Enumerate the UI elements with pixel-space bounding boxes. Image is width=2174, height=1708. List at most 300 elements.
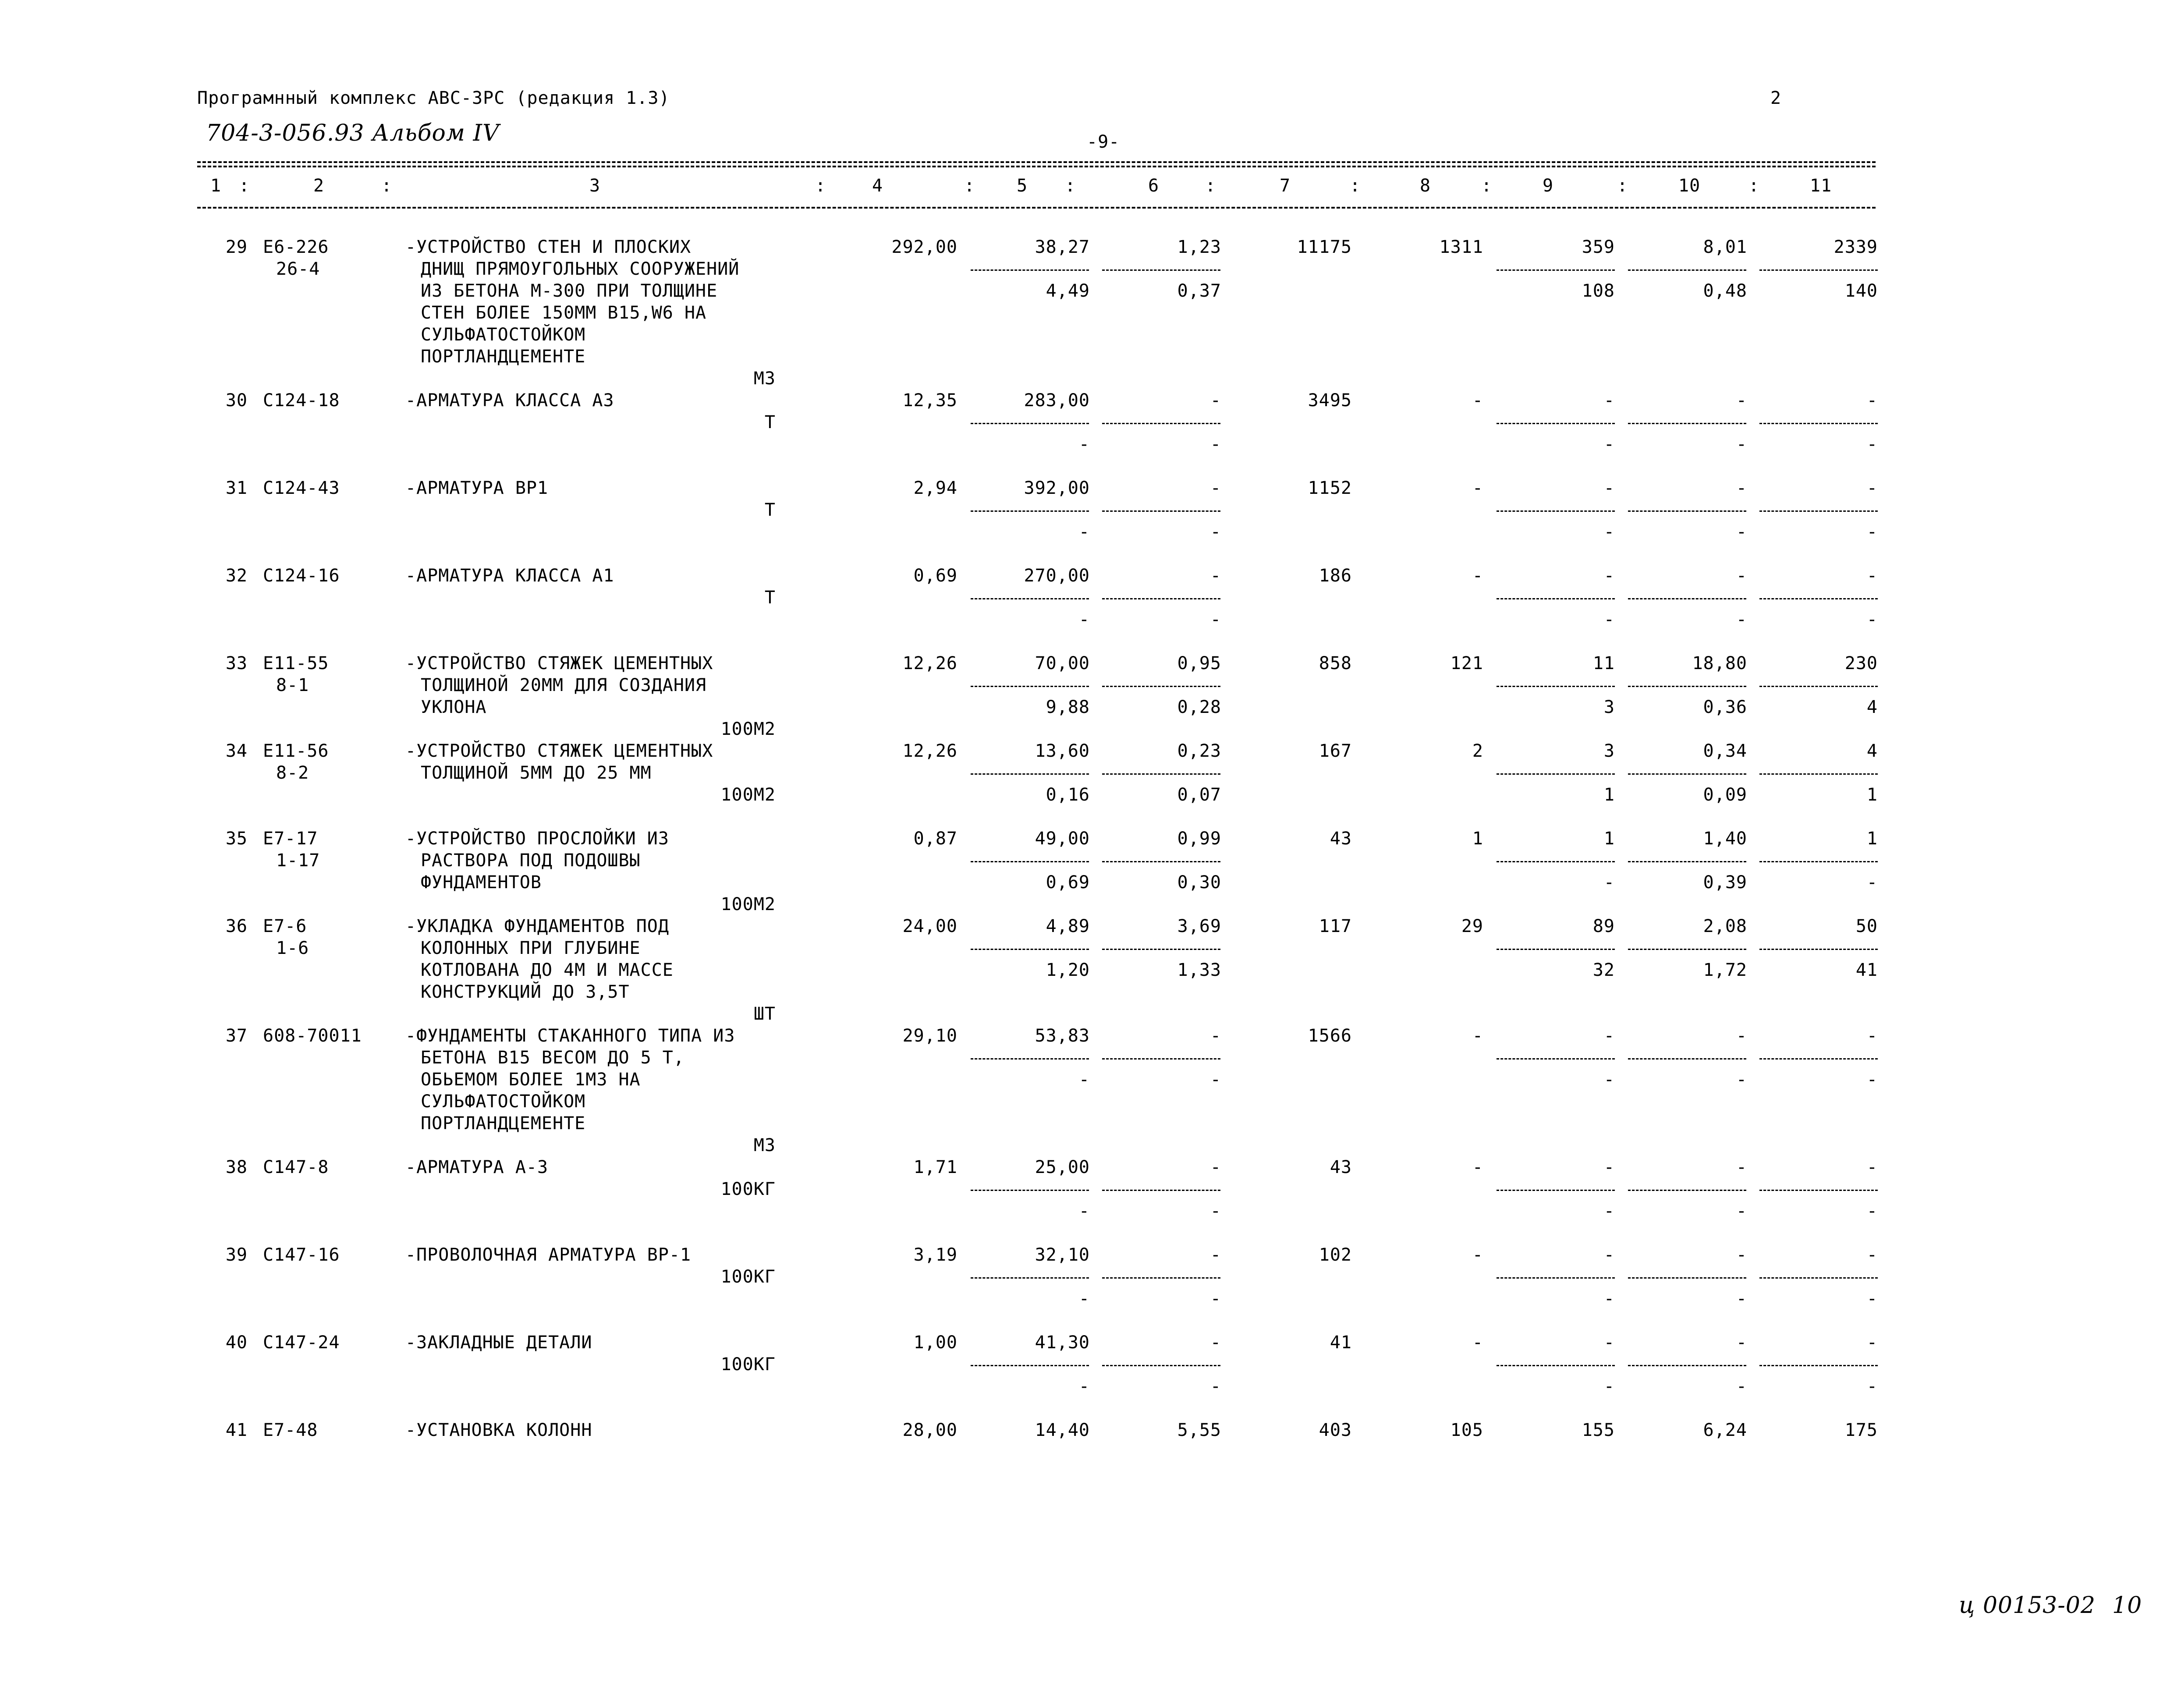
cell-c5b: - bbox=[1078, 434, 1090, 454]
row-description: -УСТРОЙСТВО СТЯЖЕК ЦЕМЕНТНЫХ bbox=[405, 741, 713, 761]
fraction-line bbox=[1497, 1365, 1615, 1366]
row-code: С147-24 bbox=[263, 1332, 340, 1353]
row-number: 31 bbox=[225, 478, 248, 498]
row-number: 34 bbox=[225, 741, 248, 761]
cell-c4: 29,10 bbox=[902, 1026, 958, 1046]
row-unit: М3 bbox=[753, 1135, 776, 1155]
cell-c4: 24,00 bbox=[902, 916, 958, 936]
cell-c11: 4 bbox=[1866, 741, 1878, 761]
row-number: 39 bbox=[225, 1245, 248, 1265]
row-code: 8-1 bbox=[276, 675, 309, 695]
page-marker: 2 bbox=[1770, 88, 1782, 108]
row-description: СТЕН БОЛЕЕ 150ММ В15,W6 НА bbox=[421, 303, 707, 323]
row-code: 1-17 bbox=[276, 850, 320, 871]
fraction-line bbox=[1628, 1277, 1746, 1279]
cell-c11b: - bbox=[1866, 1201, 1878, 1221]
cell-c9: - bbox=[1603, 478, 1615, 498]
cell-c10: - bbox=[1736, 478, 1747, 498]
fraction-line bbox=[1759, 1365, 1878, 1366]
cell-c7: 3495 bbox=[1308, 390, 1352, 411]
column-separator: : bbox=[1617, 176, 1628, 196]
row-unit: М3 bbox=[753, 369, 776, 389]
row-unit: 100КГ bbox=[720, 1267, 776, 1287]
cell-c7: 41 bbox=[1330, 1332, 1352, 1353]
cell-c11b: 4 bbox=[1866, 697, 1878, 717]
cell-c9: - bbox=[1603, 1245, 1615, 1265]
cell-c5: 70,00 bbox=[1035, 653, 1090, 673]
column-header-3: 3 bbox=[589, 176, 601, 196]
fraction-line bbox=[1759, 598, 1878, 599]
cell-c5b: 0,69 bbox=[1046, 872, 1090, 893]
cell-c6: 3,69 bbox=[1177, 916, 1221, 936]
cell-c4: 292,00 bbox=[891, 237, 958, 257]
cell-c10: - bbox=[1736, 1157, 1747, 1177]
row-code: 1-6 bbox=[276, 938, 309, 958]
row-description: -УСТРОЙСТВО ПРОСЛОЙКИ ИЗ bbox=[405, 829, 669, 849]
fraction-line bbox=[1102, 773, 1220, 775]
cell-c8: - bbox=[1472, 1026, 1483, 1046]
cell-c5b: - bbox=[1078, 609, 1090, 630]
cell-c10b: - bbox=[1736, 522, 1747, 542]
row-number: 38 bbox=[225, 1157, 248, 1177]
column-header-7: 7 bbox=[1280, 176, 1291, 196]
cell-c9b: - bbox=[1603, 522, 1615, 542]
cell-c5b: - bbox=[1078, 522, 1090, 542]
cell-c11b: - bbox=[1866, 1070, 1878, 1090]
column-header-10: 10 bbox=[1678, 176, 1701, 196]
cell-c10: 8,01 bbox=[1703, 237, 1747, 257]
row-description: ПОРТЛАНДЦЕМЕНТЕ bbox=[421, 1113, 586, 1134]
fraction-line bbox=[971, 1058, 1089, 1060]
cell-c4: 12,26 bbox=[902, 653, 958, 673]
cell-c6b: 0,07 bbox=[1177, 785, 1221, 805]
cell-c10: - bbox=[1736, 1026, 1747, 1046]
row-number: 36 bbox=[225, 916, 248, 936]
row-description: РАСТВОРА ПОД ПОДОШВЫ bbox=[421, 850, 641, 871]
cell-c10b: 0,39 bbox=[1703, 872, 1747, 893]
fraction-line bbox=[971, 510, 1089, 512]
cell-c8: - bbox=[1472, 478, 1483, 498]
fraction-line bbox=[1497, 598, 1615, 599]
cell-c5b: - bbox=[1078, 1070, 1090, 1090]
cell-c10b: 0,48 bbox=[1703, 281, 1747, 301]
cell-c5b: - bbox=[1078, 1289, 1090, 1309]
row-code: Е7-6 bbox=[263, 916, 307, 936]
cell-c5: 283,00 bbox=[1024, 390, 1090, 411]
cell-c9b: 108 bbox=[1582, 281, 1615, 301]
cell-c11b: 140 bbox=[1844, 281, 1878, 301]
cell-c4: 28,00 bbox=[902, 1420, 958, 1440]
program-title: Програмнный комплекс АВС-ЗРС (редакция 1.3) bbox=[197, 88, 670, 108]
fraction-line bbox=[971, 598, 1089, 599]
column-header-9: 9 bbox=[1543, 176, 1554, 196]
cell-c8: 121 bbox=[1450, 653, 1483, 673]
row-description: -АРМАТУРА А-3 bbox=[405, 1157, 549, 1177]
cell-c11: - bbox=[1866, 390, 1878, 411]
cell-c5b: 1,20 bbox=[1046, 960, 1090, 980]
cell-c6b: 0,37 bbox=[1177, 281, 1221, 301]
cell-c6b: - bbox=[1210, 434, 1221, 454]
column-separator: : bbox=[381, 176, 393, 196]
cell-c10: - bbox=[1736, 1332, 1747, 1353]
cell-c10b: - bbox=[1736, 1201, 1747, 1221]
cell-c6: - bbox=[1210, 390, 1221, 411]
cell-c11: 2339 bbox=[1834, 237, 1878, 257]
row-description: -УСТРОЙСТВО СТЯЖЕК ЦЕМЕНТНЫХ bbox=[405, 653, 713, 673]
cell-c8: - bbox=[1472, 566, 1483, 586]
cell-c6: 0,23 bbox=[1177, 741, 1221, 761]
cell-c4: 3,19 bbox=[913, 1245, 958, 1265]
row-description: ИЗ БЕТОНА М-300 ПРИ ТОЛЩИНЕ bbox=[421, 281, 718, 301]
cell-c10b: - bbox=[1736, 609, 1747, 630]
cell-c7: 43 bbox=[1330, 1157, 1352, 1177]
row-unit: Т bbox=[764, 500, 776, 520]
row-description: ТОЛЩИНОЙ 20ММ ДЛЯ СОЗДАНИЯ bbox=[421, 675, 707, 695]
fraction-line bbox=[1628, 598, 1746, 599]
fraction-line bbox=[1102, 1190, 1220, 1191]
row-unit: ШТ bbox=[753, 1004, 776, 1024]
fraction-line bbox=[1497, 949, 1615, 950]
row-description: ТОЛЩИНОЙ 5ММ ДО 25 ММ bbox=[421, 763, 652, 783]
fraction-line bbox=[1628, 510, 1746, 512]
cell-c9: 359 bbox=[1582, 237, 1615, 257]
cell-c6: - bbox=[1210, 1157, 1221, 1177]
fraction-line bbox=[971, 1365, 1089, 1366]
cell-c5: 49,00 bbox=[1035, 829, 1090, 849]
cell-c11b: - bbox=[1866, 1376, 1878, 1396]
column-separator: : bbox=[815, 176, 826, 196]
cell-c10: 18,80 bbox=[1692, 653, 1747, 673]
cell-c4: 0,69 bbox=[913, 566, 958, 586]
fraction-line bbox=[1102, 686, 1220, 687]
cell-c5b: 4,49 bbox=[1046, 281, 1090, 301]
row-description: -ПРОВОЛОЧНАЯ АРМАТУРА ВР-1 bbox=[405, 1245, 692, 1265]
cell-c7: 102 bbox=[1319, 1245, 1352, 1265]
fraction-line bbox=[1102, 598, 1220, 599]
column-header-8: 8 bbox=[1420, 176, 1431, 196]
fraction-line bbox=[971, 1277, 1089, 1279]
row-number: 37 bbox=[225, 1026, 248, 1046]
cell-c11: 50 bbox=[1855, 916, 1878, 936]
row-unit: 100КГ bbox=[720, 1179, 776, 1199]
row-code: 26-4 bbox=[276, 259, 320, 279]
fraction-line bbox=[1497, 861, 1615, 862]
row-description: ПОРТЛАНДЦЕМЕНТЕ bbox=[421, 347, 586, 367]
cell-c6b: 0,28 bbox=[1177, 697, 1221, 717]
cell-c5: 392,00 bbox=[1024, 478, 1090, 498]
row-code: 8-2 bbox=[276, 763, 309, 783]
cell-c7: 403 bbox=[1319, 1420, 1352, 1440]
cell-c8: - bbox=[1472, 1157, 1483, 1177]
row-number: 40 bbox=[225, 1332, 248, 1353]
cell-c10: - bbox=[1736, 390, 1747, 411]
fraction-line bbox=[1628, 1365, 1746, 1366]
row-unit: 100М2 bbox=[720, 719, 776, 739]
column-separator: : bbox=[239, 176, 250, 196]
row-description: СУЛЬФАТОСТОЙКОМ bbox=[421, 1091, 586, 1112]
header-top-rule-2 bbox=[197, 166, 1876, 167]
cell-c9b: - bbox=[1603, 1376, 1615, 1396]
fraction-line bbox=[1759, 510, 1878, 512]
fraction-line bbox=[1759, 1277, 1878, 1279]
fraction-line bbox=[1497, 423, 1615, 424]
cell-c10: - bbox=[1736, 566, 1747, 586]
fraction-line bbox=[1497, 1058, 1615, 1060]
row-description: УКЛОНА bbox=[421, 697, 487, 717]
column-header-5: 5 bbox=[1017, 176, 1028, 196]
cell-c6b: - bbox=[1210, 1376, 1221, 1396]
fraction-line bbox=[1497, 1190, 1615, 1191]
cell-c10: 6,24 bbox=[1703, 1420, 1747, 1440]
cell-c8: 1311 bbox=[1439, 237, 1483, 257]
fraction-line bbox=[971, 423, 1089, 424]
cell-c5: 270,00 bbox=[1024, 566, 1090, 586]
cell-c9: - bbox=[1603, 1026, 1615, 1046]
cell-c9: - bbox=[1603, 1157, 1615, 1177]
fraction-line bbox=[1497, 510, 1615, 512]
cell-c6: - bbox=[1210, 1026, 1221, 1046]
row-code: Е7-17 bbox=[263, 829, 318, 849]
cell-c8: 29 bbox=[1461, 916, 1483, 936]
cell-c6: - bbox=[1210, 1332, 1221, 1353]
cell-c10b: 0,09 bbox=[1703, 785, 1747, 805]
cell-c7: 117 bbox=[1319, 916, 1352, 936]
cell-c10: 1,40 bbox=[1703, 829, 1747, 849]
cell-c9: 89 bbox=[1592, 916, 1615, 936]
cell-c11: - bbox=[1866, 478, 1878, 498]
row-description: -АРМАТУРА ВР1 bbox=[405, 478, 549, 498]
cell-c11: - bbox=[1866, 1026, 1878, 1046]
row-description: -ФУНДАМЕНТЫ СТАКАННОГО ТИПА ИЗ bbox=[405, 1026, 735, 1046]
row-code: Е11-55 bbox=[263, 653, 329, 673]
cell-c4: 0,87 bbox=[913, 829, 958, 849]
row-number: 41 bbox=[225, 1420, 248, 1440]
cell-c6: 0,99 bbox=[1177, 829, 1221, 849]
cell-c9: 155 bbox=[1582, 1420, 1615, 1440]
fraction-line bbox=[1102, 423, 1220, 424]
cell-c11: - bbox=[1866, 1157, 1878, 1177]
cell-c9b: - bbox=[1603, 1289, 1615, 1309]
cell-c8: - bbox=[1472, 1245, 1483, 1265]
fraction-line bbox=[1628, 861, 1746, 862]
cell-c6: 0,95 bbox=[1177, 653, 1221, 673]
fraction-line bbox=[1102, 1277, 1220, 1279]
column-header-1: 1 bbox=[210, 176, 222, 196]
cell-c11b: - bbox=[1866, 609, 1878, 630]
fraction-line bbox=[1497, 1277, 1615, 1279]
cell-c9b: - bbox=[1603, 1201, 1615, 1221]
cell-c6b: 0,30 bbox=[1177, 872, 1221, 893]
cell-c7: 43 bbox=[1330, 829, 1352, 849]
cell-c7: 858 bbox=[1319, 653, 1352, 673]
cell-c9b: - bbox=[1603, 872, 1615, 893]
column-separator: : bbox=[1065, 176, 1076, 196]
cell-c11: - bbox=[1866, 1332, 1878, 1353]
cell-c10: 0,34 bbox=[1703, 741, 1747, 761]
fraction-line bbox=[971, 686, 1089, 687]
cell-c11: - bbox=[1866, 1245, 1878, 1265]
fraction-line bbox=[1628, 423, 1746, 424]
fraction-line bbox=[1759, 269, 1878, 271]
cell-c7: 167 bbox=[1319, 741, 1352, 761]
column-separator: : bbox=[964, 176, 975, 196]
cell-c4: 1,00 bbox=[913, 1332, 958, 1353]
row-unit: Т bbox=[764, 412, 776, 432]
fraction-line bbox=[1628, 269, 1746, 271]
cell-c11b: - bbox=[1866, 1289, 1878, 1309]
fraction-line bbox=[1628, 949, 1746, 950]
cell-c9: 11 bbox=[1592, 653, 1615, 673]
cell-c10b: 0,36 bbox=[1703, 697, 1747, 717]
row-unit: 100КГ bbox=[720, 1354, 776, 1375]
cell-c6b: - bbox=[1210, 522, 1221, 542]
cell-c6: 5,55 bbox=[1177, 1420, 1221, 1440]
cell-c10b: - bbox=[1736, 1070, 1747, 1090]
row-unit: Т bbox=[764, 588, 776, 608]
cell-c8: 1 bbox=[1472, 829, 1483, 849]
fraction-line bbox=[1497, 269, 1615, 271]
column-separator: : bbox=[1350, 176, 1361, 196]
row-code: Е6-226 bbox=[263, 237, 329, 257]
cell-c11b: 1 bbox=[1866, 785, 1878, 805]
fraction-line bbox=[1628, 1190, 1746, 1191]
cell-c4: 2,94 bbox=[913, 478, 958, 498]
cell-c8: - bbox=[1472, 390, 1483, 411]
fraction-line bbox=[1759, 773, 1878, 775]
row-description: -УСТРОЙСТВО СТЕН И ПЛОСКИХ bbox=[405, 237, 692, 257]
row-code: Е11-56 bbox=[263, 741, 329, 761]
row-code: Е7-48 bbox=[263, 1420, 318, 1440]
fraction-line bbox=[1102, 1058, 1220, 1060]
column-separator: : bbox=[1748, 176, 1760, 196]
cell-c11: 175 bbox=[1844, 1420, 1878, 1440]
cell-c8: - bbox=[1472, 1332, 1483, 1353]
row-number: 35 bbox=[225, 829, 248, 849]
cell-c4: 12,35 bbox=[902, 390, 958, 411]
cell-c5: 38,27 bbox=[1035, 237, 1090, 257]
cell-c10: 2,08 bbox=[1703, 916, 1747, 936]
header-bottom-rule bbox=[197, 207, 1876, 209]
fraction-line bbox=[1102, 1365, 1220, 1366]
cell-c9: - bbox=[1603, 566, 1615, 586]
cell-c7: 11175 bbox=[1297, 237, 1352, 257]
cell-c7: 186 bbox=[1319, 566, 1352, 586]
row-description: -ЗАКЛАДНЫЕ ДЕТАЛИ bbox=[405, 1332, 592, 1353]
cell-c9b: 1 bbox=[1603, 785, 1615, 805]
cell-c9b: 3 bbox=[1603, 697, 1615, 717]
fraction-line bbox=[971, 861, 1089, 862]
fraction-line bbox=[1628, 1058, 1746, 1060]
row-code: С124-18 bbox=[263, 390, 340, 411]
cell-c6: - bbox=[1210, 478, 1221, 498]
row-code: 608-70011 bbox=[263, 1026, 362, 1046]
row-description: КОТЛОВАНА ДО 4М И МАССЕ bbox=[421, 960, 674, 980]
fraction-line bbox=[1102, 510, 1220, 512]
header-top-rule bbox=[197, 161, 1876, 163]
cell-c6b: - bbox=[1210, 1289, 1221, 1309]
cell-c6: 1,23 bbox=[1177, 237, 1221, 257]
column-separator: : bbox=[1205, 176, 1216, 196]
cell-c11: 230 bbox=[1844, 653, 1878, 673]
cell-c5: 14,40 bbox=[1035, 1420, 1090, 1440]
cell-c9: - bbox=[1603, 390, 1615, 411]
page-number: -9- bbox=[1087, 132, 1120, 152]
fraction-line bbox=[1759, 861, 1878, 862]
row-unit: 100М2 bbox=[720, 894, 776, 914]
row-description: ФУНДАМЕНТОВ bbox=[421, 872, 542, 893]
cell-c4: 1,71 bbox=[913, 1157, 958, 1177]
column-header-11: 11 bbox=[1810, 176, 1832, 196]
row-code: С147-8 bbox=[263, 1157, 329, 1177]
fraction-line bbox=[971, 773, 1089, 775]
row-description: -УСТАНОВКА КОЛОНН bbox=[405, 1420, 592, 1440]
cell-c9: 1 bbox=[1603, 829, 1615, 849]
fraction-line bbox=[971, 1190, 1089, 1191]
cell-c11b: - bbox=[1866, 522, 1878, 542]
row-description: БЕТОНА В15 ВЕСОМ ДО 5 Т, bbox=[421, 1048, 684, 1068]
cell-c9b: - bbox=[1603, 609, 1615, 630]
cell-c6b: - bbox=[1210, 609, 1221, 630]
cell-c4: 12,26 bbox=[902, 741, 958, 761]
cell-c5: 4,89 bbox=[1046, 916, 1090, 936]
cell-c6b: - bbox=[1210, 1070, 1221, 1090]
column-header-6: 6 bbox=[1148, 176, 1160, 196]
row-description: -АРМАТУРА КЛАССА А1 bbox=[405, 566, 614, 586]
row-number: 29 bbox=[225, 237, 248, 257]
row-description: ОБЬЕМОМ БОЛЕЕ 1М3 НА bbox=[421, 1070, 641, 1090]
row-description: КОНСТРУКЦИЙ ДО 3,5Т bbox=[421, 982, 630, 1002]
cell-c7: 1152 bbox=[1308, 478, 1352, 498]
cell-c9b: - bbox=[1603, 434, 1615, 454]
cell-c8: 2 bbox=[1472, 741, 1483, 761]
row-description: КОЛОННЫХ ПРИ ГЛУБИНЕ bbox=[421, 938, 641, 958]
cell-c5b: 9,88 bbox=[1046, 697, 1090, 717]
cell-c11: - bbox=[1866, 566, 1878, 586]
cell-c10b: 1,72 bbox=[1703, 960, 1747, 980]
row-number: 32 bbox=[225, 566, 248, 586]
row-number: 33 bbox=[225, 653, 248, 673]
fraction-line bbox=[1628, 773, 1746, 775]
fraction-line bbox=[971, 269, 1089, 271]
footer-sheet: 10 bbox=[2112, 1592, 2142, 1619]
fraction-line bbox=[1102, 861, 1220, 862]
cell-c6: - bbox=[1210, 566, 1221, 586]
cell-c6: - bbox=[1210, 1245, 1221, 1265]
cell-c11: 1 bbox=[1866, 829, 1878, 849]
cell-c6b: 1,33 bbox=[1177, 960, 1221, 980]
fraction-line bbox=[1759, 1058, 1878, 1060]
fraction-line bbox=[1497, 686, 1615, 687]
row-description: ДНИЩ ПРЯМОУГОЛЬНЫХ СООРУЖЕНИЙ bbox=[421, 259, 740, 279]
fraction-line bbox=[1759, 949, 1878, 950]
cell-c9: - bbox=[1603, 1332, 1615, 1353]
fraction-line bbox=[1759, 423, 1878, 424]
column-separator: : bbox=[1481, 176, 1493, 196]
cell-c11b: - bbox=[1866, 872, 1878, 893]
cell-c5: 13,60 bbox=[1035, 741, 1090, 761]
cell-c7: 1566 bbox=[1308, 1026, 1352, 1046]
cell-c11b: 41 bbox=[1855, 960, 1878, 980]
cell-c5b: - bbox=[1078, 1201, 1090, 1221]
cell-c5: 32,10 bbox=[1035, 1245, 1090, 1265]
row-description: СУЛЬФАТОСТОЙКОМ bbox=[421, 325, 586, 345]
cell-c5b: 0,16 bbox=[1046, 785, 1090, 805]
fraction-line bbox=[1759, 1190, 1878, 1191]
fraction-line bbox=[971, 949, 1089, 950]
album-title: 704-3-056.93 Альбом IV bbox=[206, 120, 500, 146]
cell-c8: 105 bbox=[1450, 1420, 1483, 1440]
cell-c10: - bbox=[1736, 1245, 1747, 1265]
